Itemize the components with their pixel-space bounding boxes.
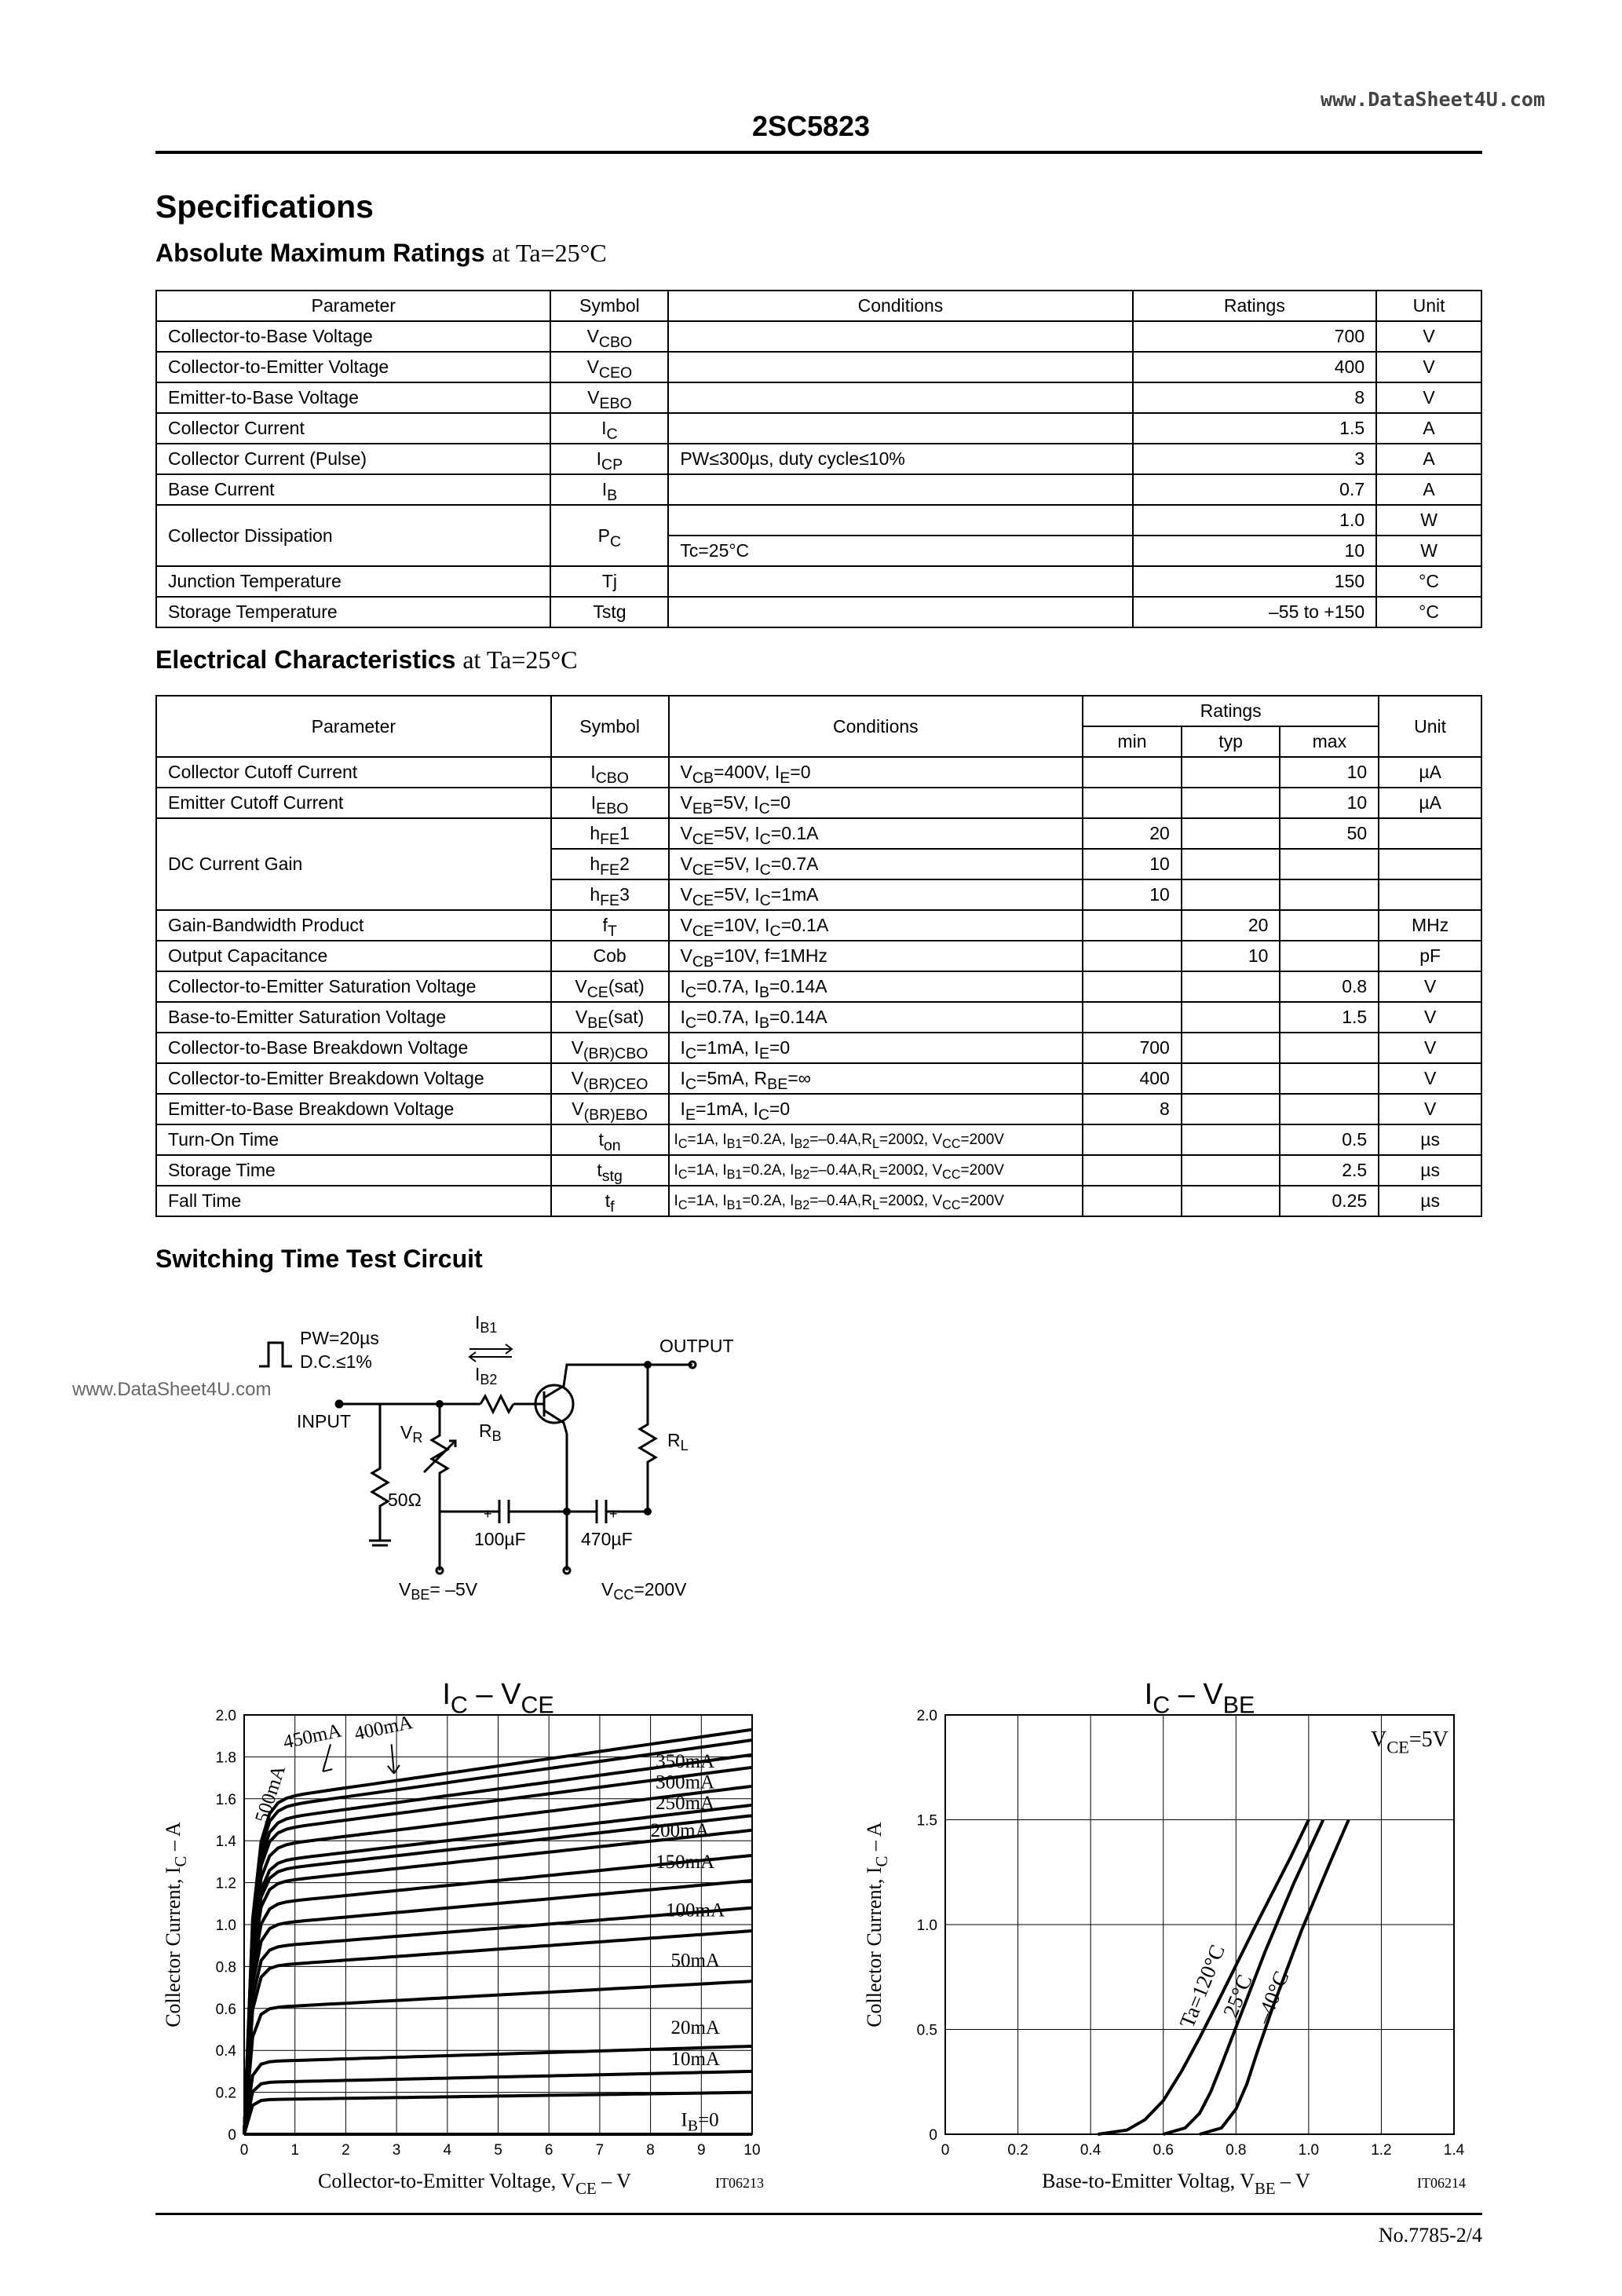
x-tick-label: 10 [743,2142,761,2159]
param-cell: Collector-to-Emitter Breakdown Voltage [156,1063,551,1094]
y-tick-label: 1.8 [215,1749,236,1767]
unit-cell: W [1376,505,1481,536]
r50-label: 50Ω [388,1490,422,1510]
watermark-mid[interactable]: www.DataSheet4U.com [72,1379,272,1400]
rating-cell: 8 [1133,382,1377,413]
param-cell: Emitter-to-Base Voltage [156,382,550,413]
y-tick-label: 0 [228,2127,236,2144]
param-cell: Collector-to-Emitter Voltage [156,352,550,382]
symbol-cell: Cob [551,941,669,971]
unit-cell: µA [1379,757,1481,788]
y-tick-label: 0 [929,2127,937,2144]
symbol-cell: $V_{(BR)CBO}$ [551,1033,669,1063]
param-cell: Base Current [156,474,550,505]
symbol-cell: $I_{EBO}$ [551,788,669,818]
param-cell: Emitter-to-Base Breakdown Voltage [156,1094,551,1124]
param-cell: Storage Time [156,1155,551,1186]
conditions-cell: $I_C=1A$, $I_{B1}=0.2A$, $I_{B2}=-0.4A,R_L=200\Omega$, $V_{CC}=200V$ [669,1155,1083,1186]
rating-cell: 1.0 [1133,505,1377,536]
rating-cell: 3 [1133,444,1377,474]
output-label: OUTPUT [659,1336,734,1356]
x-tick-label: 5 [494,2142,502,2159]
symbol-cell: $I_B$ [550,474,668,505]
max-cell: 10 [1280,788,1379,818]
conditions-cell: $I_C=1A$, $I_{B1}=0.2A$, $I_{B2}=-0.4A,R_L=200\Omega$, $V_{CC}=200V$ [669,1124,1083,1155]
rating-cell: 0.7 [1133,474,1377,505]
param-cell: Collector Current (Pulse) [156,444,550,474]
elec-condition: at Ta=25°C [462,645,578,674]
series-label: 300mA [656,1771,715,1793]
pulse-icon [259,1343,292,1366]
unit-cell: µs [1379,1155,1481,1186]
c1-label: 100µF [474,1529,526,1549]
x-tick-label: 1.4 [1443,2142,1465,2159]
conditions-cell: $V_{CB}=400V$, $I_E=0$ [669,757,1083,788]
symbol-cell: $t_{on}$ [551,1124,669,1155]
param-cell: DC Current Gain [156,818,551,910]
unit-cell: V [1376,321,1481,352]
param-cell: Collector-to-Base Breakdown Voltage [156,1033,551,1063]
min-cell: 20 [1083,818,1182,849]
min-cell: 10 [1083,849,1182,879]
x-tick-label: 1.2 [1371,2142,1392,2159]
y-tick-label: 0.4 [215,2043,236,2060]
max-cell: 0.5 [1280,1124,1379,1155]
y-tick-label: 2.0 [916,1708,937,1724]
symbol-cell: Tstg [550,597,668,627]
max-cell: 0.8 [1280,971,1379,1002]
param-cell: Gain-Bandwidth Product [156,910,551,941]
unit-cell: µA [1379,788,1481,818]
symbol-cell: $V_{BE}(sat)$ [551,1002,669,1033]
column-header: Parameter [156,291,550,321]
param-cell: Base-to-Emitter Saturation Voltage [156,1002,551,1033]
column-header: Unit [1379,696,1481,757]
svg-text:+: + [484,1506,492,1522]
param-cell: Storage Temperature [156,597,550,627]
series-label: 50mA [670,1950,720,1972]
part-number-title: 2SC5823 [751,110,871,142]
rb-resistor [480,1396,513,1412]
column-subheader: max [1280,726,1379,757]
watermark-top[interactable]: www.DataSheet4U.com [1321,88,1545,111]
series-label: 400mA [352,1711,415,1745]
x-tick-label: 4 [443,2142,452,2159]
vcc-label: $V_{CC}=200V$ [601,1579,687,1603]
y-tick-label: 1.0 [215,1918,236,1934]
column-header: Unit [1376,291,1481,321]
column-header: Conditions [669,696,1083,757]
symbol-cell: $I_{CBO}$ [551,757,669,788]
rl-resistor [640,1365,656,1512]
series-label: 150mA [656,1851,715,1873]
rating-cell: 10 [1133,536,1377,566]
column-header: Symbol [551,696,669,757]
unit-cell: V [1379,1002,1481,1033]
symbol-cell: $t_{stg}$ [551,1155,669,1186]
x-axis-label: Base-to-Emitter Voltag, $V_{BE}$ – V [1042,2170,1310,2198]
unit-cell: pF [1379,941,1481,971]
dc-label: D.C.≤1% [300,1351,372,1372]
symbol-cell: Tj [550,566,668,597]
x-tick-label: 0.6 [1153,2142,1174,2159]
unit-cell: V [1376,382,1481,413]
series-label: Ta=120°C [1174,1941,1229,2031]
x-tick-label: 9 [697,2142,706,2159]
series-label: 200mA [650,1819,710,1841]
unit-cell: V [1379,1094,1481,1124]
conditions-cell: PW≤300µs, duty cycle≤10% [668,444,1132,474]
typ-cell: 10 [1182,941,1280,971]
vbe-label: $V_{BE}= -5V$ [399,1579,478,1603]
abs-max-condition: at Ta=25°C [491,239,607,267]
x-tick-label: 6 [544,2142,553,2159]
series-label: $I_B=0$ [681,2109,719,2135]
unit-cell: A [1376,474,1481,505]
symbol-cell: $I_C$ [550,413,668,444]
symbol-cell: $V_{CE}(sat)$ [551,971,669,1002]
y-tick-label: 0.5 [916,2022,937,2039]
conditions-cell: $V_{CE}=5V$, $I_C=1mA$ [669,879,1083,910]
max-cell: 2.5 [1280,1155,1379,1186]
max-cell: 1.5 [1280,1002,1379,1033]
symbol-cell: $V_{(BR)EBO}$ [551,1094,669,1124]
y-tick-label: 1.4 [215,1834,236,1851]
rating-cell: 700 [1133,321,1377,352]
symbol-cell: $f_T$ [551,910,669,941]
x-axis-label: Collector-to-Emitter Voltage, $V_{CE}$ – V [318,2170,631,2198]
rating-cell: 1.5 [1133,413,1377,444]
unit-cell: A [1376,413,1481,444]
ib2-label: $I_{B2}$ [475,1364,498,1387]
x-tick-label: 0.2 [1007,2142,1028,2159]
c1-capacitor [499,1500,567,1523]
conditions-cell: $V_{CE}=5V$, $I_C=0.7A$ [669,849,1083,879]
circuit-heading: Switching Time Test Circuit [155,1245,483,1273]
unit-cell: V [1376,352,1481,382]
y-tick-label: 1.6 [215,1791,236,1808]
unit-cell: °C [1376,566,1481,597]
y-tick-label: 1.0 [916,1918,937,1934]
chart-title: $I_C - V_{CE}$ [442,1678,554,1719]
conditions-cell: Tc=25°C [668,536,1132,566]
series-label: 20mA [670,2016,720,2038]
unit-cell: V [1379,1033,1481,1063]
chart-condition: $V_{CE}=5V$ [1371,1727,1448,1757]
x-tick-label: 0.4 [1080,2142,1101,2159]
conditions-cell: $I_C=1A$, $I_{B1}=0.2A$, $I_{B2}=-0.4A,R_L=200\Omega$, $V_{CC}=200V$ [669,1186,1083,1216]
elec-title: Electrical Characteristics [155,645,456,674]
symbol-cell: $V_{(BR)CEO}$ [551,1063,669,1094]
symbol-cell: $I_{CP}$ [550,444,668,474]
column-header: Conditions [668,291,1132,321]
svg-text:+: + [609,1506,618,1522]
abs-max-title: Absolute Maximum Ratings [155,239,485,267]
max-cell: 50 [1280,818,1379,849]
unit-cell: V [1379,1063,1481,1094]
rating-cell: 400 [1133,352,1377,382]
conditions-cell: $V_{CE}=10V$, $I_C=0.1A$ [669,910,1083,941]
symbol-cell: $h_{FE}3$ [551,879,669,910]
param-cell: Collector Current [156,413,550,444]
column-header: Parameter [156,696,551,757]
symbol-cell: $V_{CEO}$ [550,352,668,382]
c2-capacitor [567,1500,648,1523]
series-label: 100mA [666,1899,725,1921]
min-cell: 10 [1083,879,1182,910]
x-tick-label: 2 [342,2142,350,2159]
param-cell: Emitter Cutoff Current [156,788,551,818]
y-axis-label: Collector Current, $I_C$ – A [863,1822,891,2027]
series-label: –40°C [1251,1967,1294,2027]
column-header: Symbol [550,291,668,321]
param-cell: Fall Time [156,1186,551,1216]
symbol-cell: $V_{EBO}$ [550,382,668,413]
unit-cell: A [1376,444,1481,474]
symbol-cell: $P_C$ [550,505,668,566]
chart-title: $I_C - V_{BE}$ [1144,1678,1255,1719]
footer-doc-number: No.7785-2/4 [1378,2224,1482,2247]
unit-cell: V [1379,971,1481,1002]
symbol-cell: $V_{CBO}$ [550,321,668,352]
conditions-cell: $I_C=5mA$, $R_{BE}=\infty$ [669,1063,1083,1094]
param-cell: Collector-to-Emitter Saturation Voltage [156,971,551,1002]
x-tick-label: 1.0 [1298,2142,1320,2159]
ib1-label: $I_{B1}$ [475,1312,498,1336]
unit-cell: °C [1376,597,1481,627]
y-tick-label: 1.2 [215,1875,236,1892]
figure-id: IT06213 [715,2175,764,2191]
c2-label: 470µF [581,1529,633,1549]
series-label: 10mA [670,2048,720,2070]
param-cell: Junction Temperature [156,566,550,597]
y-axis-label: Collector Current, $I_C$ – A [162,1822,190,2027]
conditions-cell: $I_C=0.7A$, $I_B=0.14A$ [669,1002,1083,1033]
unit-cell: W [1376,536,1481,566]
y-tick-label: 0.2 [215,2085,236,2102]
symbol-cell: $h_{FE}2$ [551,849,669,879]
y-tick-label: 2.0 [215,1708,236,1724]
symbol-cell: $t_f$ [551,1186,669,1216]
rl-label: $R_L$ [667,1430,689,1453]
param-cell: Collector Dissipation [156,505,550,566]
rb-label: $R_B$ [479,1420,502,1444]
y-tick-label: 1.5 [916,1812,937,1830]
unit-cell: µs [1379,1186,1481,1216]
footer-rule [155,2213,1482,2215]
y-tick-label: 0.8 [215,1959,236,1976]
column-header: Ratings [1133,291,1377,321]
param-cell: Collector-to-Base Voltage [156,321,550,352]
symbol-cell: $h_{FE}1$ [551,818,669,849]
unit-cell: MHz [1379,910,1481,941]
param-cell: Turn-On Time [156,1124,551,1155]
input-label: INPUT [297,1411,351,1431]
y-tick-label: 0.6 [215,2001,236,2018]
series-label: 350mA [656,1750,715,1772]
rating-cell: –55 to +150 [1133,597,1377,627]
specifications-heading: Specifications [155,188,374,225]
param-cell: Collector Cutoff Current [156,757,551,788]
conditions-cell: $V_{CE}=5V$, $I_C=0.1A$ [669,818,1083,849]
conditions-cell: $I_E=1mA$, $I_C=0$ [669,1094,1083,1124]
min-cell: 400 [1083,1063,1182,1094]
conditions-cell: $V_{CB}=10V$, f=1MHz [669,941,1083,971]
rating-cell: 150 [1133,566,1377,597]
vr-label: $V_R$ [400,1422,423,1446]
r50-resistor [372,1404,388,1541]
conditions-cell: $I_C=0.7A$, $I_B=0.14A$ [669,971,1083,1002]
conditions-cell: $I_C=1mA$, $I_E=0$ [669,1033,1083,1063]
x-tick-label: 0.8 [1226,2142,1247,2159]
conditions-cell: $V_{EB}=5V$, $I_C=0$ [669,788,1083,818]
param-cell: Output Capacitance [156,941,551,971]
series-label: 500mA [251,1763,290,1826]
x-tick-label: 1 [290,2142,299,2159]
x-tick-label: 7 [595,2142,605,2159]
column-subheader: typ [1182,726,1280,757]
x-tick-label: 0 [239,2142,249,2159]
series-label: 250mA [656,1793,715,1815]
typ-cell: 20 [1182,910,1280,941]
series-label: 450mA [281,1720,344,1753]
column-header: Ratings [1083,696,1379,726]
column-subheader: min [1083,726,1182,757]
figure-id: IT06214 [1417,2175,1466,2191]
unit-cell: µs [1379,1124,1481,1155]
max-cell: 10 [1280,757,1379,788]
x-tick-label: 8 [646,2142,655,2159]
series-label: 25°C [1218,1971,1257,2021]
x-tick-label: 0 [941,2142,950,2159]
pw-label: PW=20µs [300,1328,379,1348]
min-cell: 8 [1083,1094,1182,1124]
min-cell: 700 [1083,1033,1182,1063]
max-cell: 0.25 [1280,1186,1379,1216]
x-tick-label: 3 [392,2142,401,2159]
